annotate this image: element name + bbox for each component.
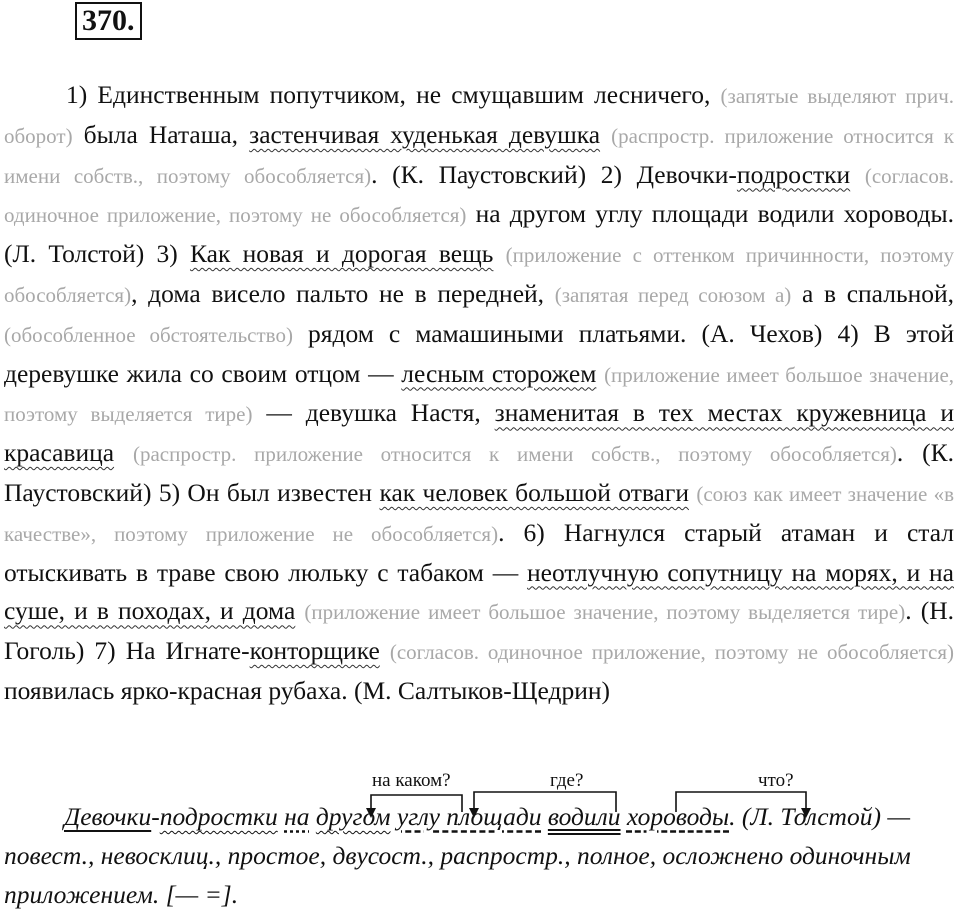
gray-note: (приложение имеет большое значение, поэтому выделяется тире) [304, 600, 906, 625]
appositive-word: подростки [159, 802, 278, 831]
gray-note: (согласов. одиночное приложение, поэтому не обособляется) [4, 163, 954, 228]
text-run: 1) Единственным попутчиком, не смущавшим лесничего, [66, 80, 721, 109]
question-na-kakom: на каком? [372, 770, 451, 791]
appositive-underlined: конторщике [249, 636, 380, 666]
gray-note: (приложение имеет большое значение, поэтому выделяется тире) [4, 362, 955, 427]
appositive-underlined: знаменитая в тех местах кружевница и красавица [4, 398, 954, 468]
preposition-word: на [284, 802, 310, 831]
appositive-underlined: неотлучную сопутницу на морях, и на суше, и в походах, и дома [4, 557, 955, 626]
appositive-underlined: застенчивая худенькая девушка [249, 119, 601, 149]
gray-note: (приложение с оттенком причинности, поэтому обособляется) [4, 243, 954, 307]
text-run: появилась ярко-красная рубаха. (М. Салтыков-Щедрин) [4, 675, 611, 705]
gray-note: (союз как имеет значение «в качестве», поэтому приложение не обособляется) [4, 481, 955, 546]
subject-word: Девочки [64, 802, 152, 831]
text-run: рядом с мамашиными платьями. (А. Чехов) 4) В этой деревушке жила со своим отцом — [4, 318, 954, 388]
question-gde: где? [550, 770, 584, 791]
question-chto: что? [758, 770, 794, 791]
gray-note: (обособленное обстоятельство) [4, 322, 293, 347]
sentence-analysis [4, 798, 954, 914]
predicate-word: водили [547, 802, 621, 831]
gray-note: (распростр. приложение относится к имени собств., поэтому обособляется) [132, 442, 897, 467]
appositive-underlined: как человек большой отваги [379, 477, 689, 507]
text-run: . (Н. Гоголь) 7) На Игнате- [4, 596, 954, 666]
gray-note: (согласов. одиночное приложение, поэтому не обособляется) [389, 640, 954, 665]
text-run: — девушка Настя, [252, 398, 495, 428]
gray-note: (запятая перед союзом а) [554, 282, 792, 307]
attribute-word: другом [315, 802, 391, 831]
appositive-underlined: подростки [736, 159, 851, 189]
gray-note: (запятые выделяют прич. оборот) [4, 84, 955, 148]
object-word: хороводы [626, 802, 730, 831]
hyphen: - [151, 802, 160, 831]
text-run: . (К. Паустовский) 5) Он был известен [4, 438, 955, 507]
text-run: была Наташа, [72, 119, 250, 149]
appositive-underlined: Как новая и дорогая вещь [189, 239, 494, 269]
text-run: , дома висело пальто не в передней, [131, 278, 555, 308]
text-run: а в спальной, [791, 278, 954, 308]
gray-note: (распростр. приложение относится к имени собств., поэтому обособляется) [4, 123, 955, 188]
text-run: . (К. Паустовский) 2) Девочки- [371, 159, 737, 189]
analysis-description: . (Л. Толстой) — повест., невосклиц., простое, двусост., распростр., полное, осложнено одиночным приложением. [— =]. [4, 802, 911, 909]
exercise-number: 370. [75, 2, 142, 40]
text-run: . 6) Нагнулся старый атаман и стал отыскивать в траве свою люльку с табаком — [4, 517, 955, 587]
adverbial-phrase: углу площади [396, 802, 542, 831]
text-run: на другом углу площади водили хороводы. (Л. Толстой) 3) [4, 199, 954, 269]
appositive-underlined: лесным сторожем [401, 358, 597, 388]
